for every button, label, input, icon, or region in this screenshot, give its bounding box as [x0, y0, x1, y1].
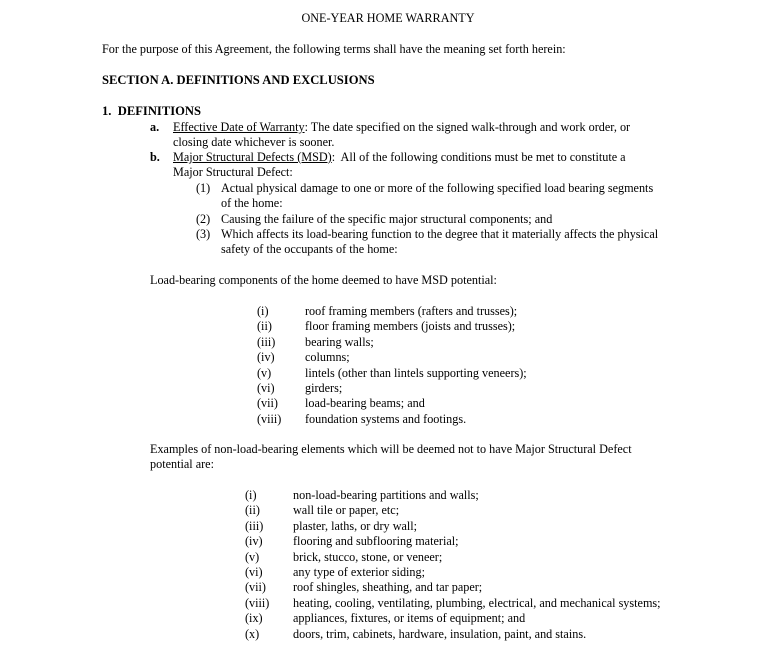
section-heading: SECTION A. DEFINITIONS AND EXCLUSIONS	[102, 73, 375, 87]
list-item-marker: (x)	[245, 626, 260, 641]
list-item-marker: (v)	[245, 549, 260, 564]
list-item-text: roof shingles, sheathing, and tar paper;	[293, 580, 483, 595]
list-item-text: foundation systems and footings.	[305, 411, 467, 426]
list-item-marker: (vi)	[257, 380, 275, 395]
list-item-text: load-bearing beams; and	[305, 396, 425, 411]
condition-1-line1: Actual physical damage to one or more of the following specified load bearing segments	[221, 181, 654, 195]
list-item-marker: (vii)	[245, 580, 266, 595]
list-item-text: roof framing members (rafters and trusses);	[305, 304, 518, 318]
document-title: ONE-YEAR HOME WARRANTY	[301, 11, 475, 25]
definition-a-text: : The date specified on the signed walk-through and work order, or	[304, 120, 631, 134]
list-item-text: lintels (other than lintels supporting veneers);	[305, 365, 527, 380]
list-item-text: doors, trim, cabinets, hardware, insulation, paint, and stains.	[293, 626, 587, 641]
list-item-text: columns;	[305, 350, 350, 365]
condition-3-line1: Which affects its load-bearing function to the degree that it materially affects the physical	[221, 227, 659, 241]
list-item-marker: (vi)	[245, 564, 263, 579]
list-item-text: plaster, laths, or dry wall;	[293, 518, 418, 533]
list-item-marker: (iv)	[257, 350, 275, 365]
condition-3-line2: safety of the occupants of the home:	[221, 242, 398, 256]
condition-2-marker: (2)	[196, 212, 211, 226]
list-item-text: any type of exterior siding;	[293, 564, 425, 579]
condition-2-line1: Causing the failure of the specific major structural components; and	[221, 212, 553, 226]
list-item-marker: (viii)	[245, 595, 270, 610]
list-item-text: appliances, fixtures, or items of equipment; and	[293, 611, 526, 626]
list-item-text: floor framing members (joists and trusses);	[305, 319, 516, 334]
definition-a-term: Effective Date of Warranty	[173, 120, 305, 134]
definition-b-text: : All of the following conditions must be met to constitute a	[331, 150, 626, 164]
definition-a-line1	[173, 120, 630, 135]
condition-3-marker: (3)	[196, 227, 211, 241]
non-load-bearing-intro-line2: potential are:	[150, 457, 214, 471]
non-load-bearing-intro-line1: Examples of non-load-bearing elements which will be deemed not to have Major Structural Defect	[150, 442, 632, 456]
definition-b-line2: Major Structural Defect:	[173, 165, 293, 179]
list-item-marker: (i)	[245, 488, 257, 502]
definition-b-marker: b.	[150, 150, 160, 164]
list-item-marker: (ii)	[257, 319, 272, 334]
condition-1-marker: (1)	[196, 181, 211, 195]
definition-b-line1	[173, 150, 626, 165]
intro-paragraph: For the purpose of this Agreement, the following terms shall have the meaning set forth herein:	[102, 42, 566, 56]
list-item-marker: (iii)	[257, 334, 276, 349]
definition-b-term: Major Structural Defects (MSD)	[173, 150, 332, 164]
definitions-heading: 1. DEFINITIONS	[102, 104, 202, 118]
list-item-marker: (ii)	[245, 503, 260, 518]
list-item-marker: (ix)	[245, 611, 263, 626]
list-item-text: brick, stucco, stone, or veneer;	[293, 549, 443, 564]
list-item-marker: (vii)	[257, 396, 278, 411]
list-item-text: non-load-bearing partitions and walls;	[293, 488, 479, 502]
list-item-text: flooring and subflooring material;	[293, 534, 459, 549]
definition-a-line2: closing date whichever is sooner.	[173, 135, 335, 149]
condition-1-line2: of the home:	[221, 196, 283, 210]
load-bearing-intro: Load-bearing components of the home deemed to have MSD potential:	[150, 273, 497, 287]
list-item-marker: (viii)	[257, 411, 282, 426]
list-item-text: wall tile or paper, etc;	[293, 503, 400, 518]
list-item-marker: (v)	[257, 365, 272, 380]
list-item-marker: (iv)	[245, 534, 263, 549]
list-item-text: bearing walls;	[305, 334, 374, 349]
definition-a-marker: a.	[150, 120, 160, 134]
list-item-text: girders;	[305, 380, 343, 395]
list-item-text: heating, cooling, ventilating, plumbing, electrical, and mechanical systems;	[293, 595, 661, 610]
list-item-marker: (iii)	[245, 518, 264, 533]
list-item-marker: (i)	[257, 304, 269, 318]
